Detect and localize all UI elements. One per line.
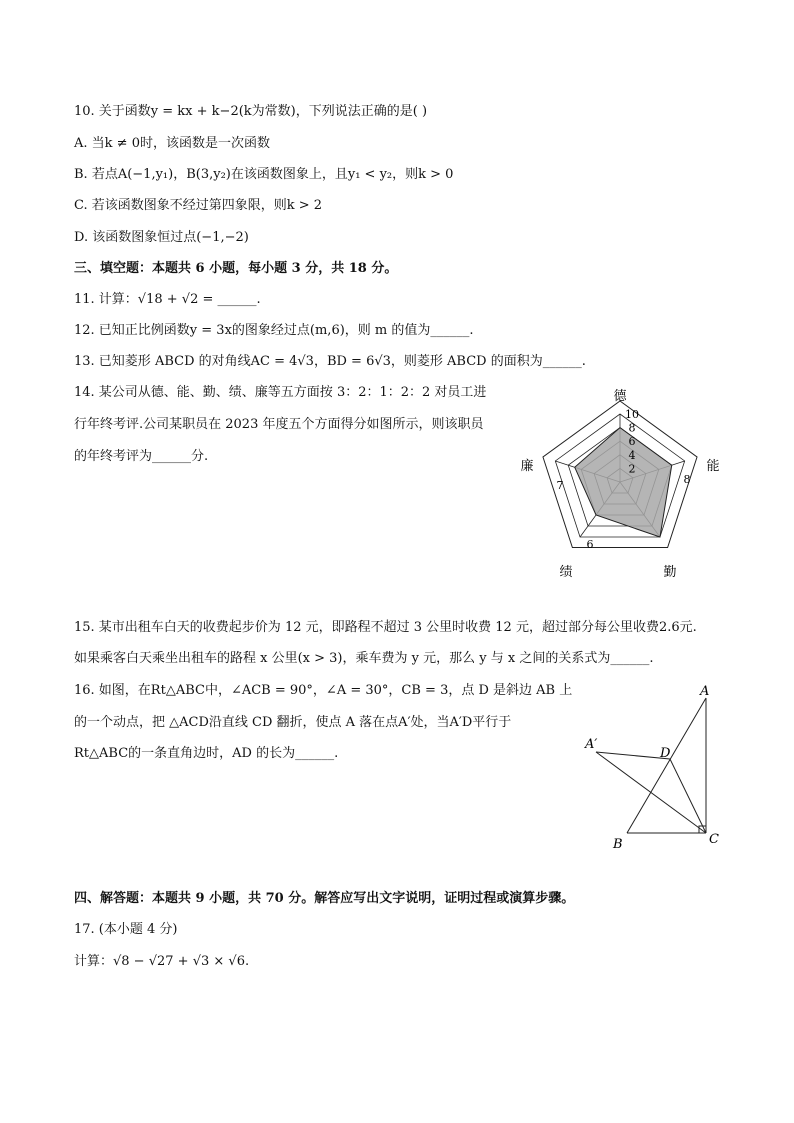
label-c: C	[709, 832, 719, 847]
radar-scale-label: 6	[628, 435, 636, 449]
radar-scale-label: 10	[625, 408, 639, 421]
q15-line-2: 如果乘客白天乘坐出租车的路程 x 公里(x > 3)，乘车费为 y 元，那么 y 与 x 之间的关系式为______.	[74, 651, 654, 666]
radar-chart	[510, 385, 730, 580]
q10-stem: 10. 关于函数y = kx + k−2(k为常数)，下列说法正确的是( )	[74, 104, 428, 119]
fold-line-cd	[670, 759, 706, 833]
q10-option-b: B. 若点A(−1,y₁)，B(3,y₂)在该函数图象上，且y₁ < y₂，则k > 0	[74, 167, 454, 182]
radar-scale-label: 4	[628, 448, 636, 462]
triangle-figure	[580, 680, 730, 855]
score-label-ji: 6	[586, 538, 594, 551]
section-3-heading: 三、填空题：本题共 6 小题，每小题 3 分，共 18 分。	[74, 261, 398, 276]
segment-a-prime-c	[596, 752, 706, 833]
radar-scale-label: 8	[628, 421, 636, 435]
radar-scale-label: 2	[628, 462, 636, 476]
radar-axis-neng: 能	[706, 459, 720, 474]
hypotenuse-ab	[627, 698, 706, 833]
q14-line-1: 14. 某公司从德、能、勤、绩、廉等五方面按 3：2：1：2：2 对员工进	[74, 385, 487, 400]
label-b: B	[613, 837, 623, 852]
segment-a-prime-d	[596, 752, 670, 759]
radar-score-polygon	[575, 428, 672, 537]
q16-line-3: Rt△ABC的一条直角边时，AD 的长为______.	[74, 746, 339, 761]
q17-title: 17. (本小题 4 分)	[74, 922, 178, 937]
q10-option-c: C. 若该函数图象不经过第四象限，则k > 2	[74, 198, 323, 213]
radar-axis-lian: 廉	[520, 459, 534, 474]
radar-axis-qin: 勤	[663, 565, 677, 580]
q16-line-1: 16. 如图，在Rt△ABC中，∠ACB = 90°，∠A = 30°，CB = 3，点 D 是斜边 AB 上	[74, 683, 573, 698]
label-a: A	[700, 684, 710, 699]
radar-axis-de: 德	[613, 389, 627, 404]
q16-line-2: 的一个动点，把 △ACD沿直线 CD 翻折，使点 A 落在点A′处，当A′D平行于	[74, 715, 512, 730]
q13: 13. 已知菱形 ABCD 的对角线AC = 4√3，BD = 6√3，则菱形 ABCD 的面积为______.	[74, 354, 586, 369]
label-d: D	[660, 746, 671, 761]
score-label-neng: 8	[683, 473, 691, 486]
q10-option-d: D. 该函数图象恒过点(−1,−2)	[74, 230, 249, 245]
q15-line-1: 15. 某市出租车白天的收费起步价为 12 元，即路程不超过 3 公里时收费 12 元，超过部分每公里收费2.6元.	[74, 620, 697, 635]
q12: 12. 已知正比例函数y = 3x的图象经过点(m,6)，则 m 的值为______.	[74, 323, 474, 338]
score-label-lian: 7	[556, 479, 564, 492]
q17-expression: 计算：√8 − √27 + √3 × √6.	[74, 954, 250, 969]
section-4-heading: 四、解答题：本题共 9 小题，共 70 分。解答应写出文字说明，证明过程或演算步骤。	[74, 891, 575, 906]
q10-option-a: A. 当k ≠ 0时，该函数是一次函数	[74, 136, 270, 151]
q11: 11. 计算：√18 + √2 = ______.	[74, 292, 261, 307]
label-a-prime: A′	[585, 737, 598, 752]
radar-axis-ji: 绩	[559, 565, 573, 580]
q14-line-3: 的年终考评为______分.	[74, 449, 209, 464]
q14-line-2: 行年终考评.公司某职员在 2023 年度五个方面得分如图所示，则该职员	[74, 417, 484, 432]
